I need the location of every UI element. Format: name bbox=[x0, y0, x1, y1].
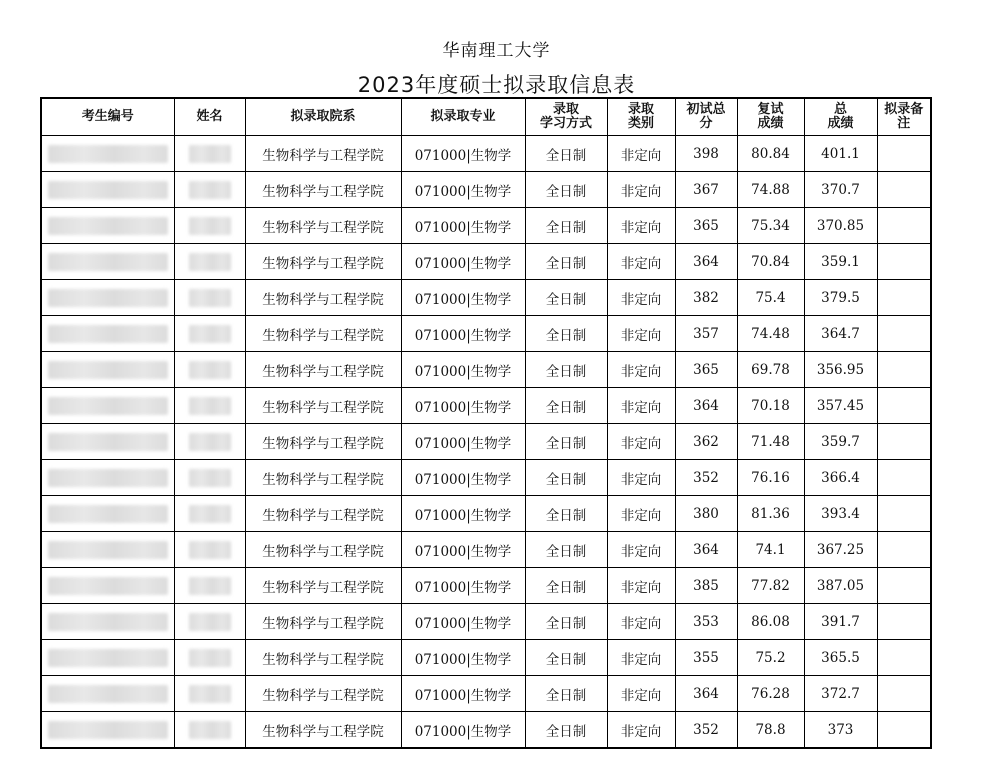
redacted-id-block bbox=[48, 469, 168, 487]
table-row bbox=[41, 136, 931, 172]
total-score-cell: 365.5 bbox=[804, 640, 877, 676]
study-mode-cell: 全日制 bbox=[525, 532, 607, 568]
total-score-cell: 387.05 bbox=[804, 568, 877, 604]
total-score-cell: 401.1 bbox=[804, 136, 877, 172]
col-retest-score-header: 复试 成绩 bbox=[737, 98, 804, 136]
initial-score-cell: 385 bbox=[675, 568, 737, 604]
table-row bbox=[41, 640, 931, 676]
name-cell bbox=[174, 316, 245, 352]
major-cell: 071000|生物学 bbox=[401, 568, 525, 604]
candidate-id-cell bbox=[41, 604, 174, 640]
name-cell bbox=[174, 244, 245, 280]
redacted-name-block bbox=[189, 361, 231, 379]
category-cell: 非定向 bbox=[607, 712, 675, 749]
note-cell bbox=[877, 208, 931, 244]
note-cell bbox=[877, 568, 931, 604]
redacted-id-block bbox=[48, 289, 168, 307]
category-cell: 非定向 bbox=[607, 460, 675, 496]
major-cell: 071000|生物学 bbox=[401, 352, 525, 388]
initial-score-cell: 352 bbox=[675, 712, 737, 749]
candidate-id-cell bbox=[41, 712, 174, 749]
admission-table bbox=[40, 97, 932, 749]
dept-cell: 生物科学与工程学院 bbox=[245, 424, 401, 460]
dept-cell: 生物科学与工程学院 bbox=[245, 136, 401, 172]
redacted-id-block bbox=[48, 649, 168, 667]
redacted-id-block bbox=[48, 433, 168, 451]
total-score-cell: 366.4 bbox=[804, 460, 877, 496]
redacted-id-block bbox=[48, 685, 168, 703]
table-row bbox=[41, 604, 931, 640]
total-score-cell: 393.4 bbox=[804, 496, 877, 532]
category-cell: 非定向 bbox=[607, 136, 675, 172]
redacted-id-block bbox=[48, 541, 168, 559]
major-cell: 071000|生物学 bbox=[401, 532, 525, 568]
initial-score-cell: 355 bbox=[675, 640, 737, 676]
name-cell bbox=[174, 640, 245, 676]
retest-score-cell: 74.48 bbox=[737, 316, 804, 352]
total-score-cell: 372.7 bbox=[804, 676, 877, 712]
note-cell bbox=[877, 604, 931, 640]
col-total-score-header: 总 成绩 bbox=[804, 98, 877, 136]
major-cell: 071000|生物学 bbox=[401, 208, 525, 244]
study-mode-cell: 全日制 bbox=[525, 712, 607, 749]
category-cell: 非定向 bbox=[607, 316, 675, 352]
retest-score-cell: 81.36 bbox=[737, 496, 804, 532]
initial-score-cell: 357 bbox=[675, 316, 737, 352]
study-mode-cell: 全日制 bbox=[525, 172, 607, 208]
study-mode-cell: 全日制 bbox=[525, 244, 607, 280]
major-cell: 071000|生物学 bbox=[401, 496, 525, 532]
table-row bbox=[41, 208, 931, 244]
table-row bbox=[41, 568, 931, 604]
candidate-id-cell bbox=[41, 136, 174, 172]
redacted-name-block bbox=[189, 181, 231, 199]
col-candidate-id-header: 考生编号 bbox=[41, 98, 174, 136]
candidate-id-cell bbox=[41, 532, 174, 568]
name-cell bbox=[174, 424, 245, 460]
initial-score-cell: 367 bbox=[675, 172, 737, 208]
note-cell bbox=[877, 352, 931, 388]
redacted-name-block bbox=[189, 289, 231, 307]
dept-cell: 生物科学与工程学院 bbox=[245, 532, 401, 568]
note-cell bbox=[877, 316, 931, 352]
col-initial-score-header: 初试总 分 bbox=[675, 98, 737, 136]
candidate-id-cell bbox=[41, 244, 174, 280]
category-cell: 非定向 bbox=[607, 496, 675, 532]
dept-cell: 生物科学与工程学院 bbox=[245, 604, 401, 640]
category-cell: 非定向 bbox=[607, 676, 675, 712]
table-row bbox=[41, 676, 931, 712]
name-cell bbox=[174, 208, 245, 244]
table-row bbox=[41, 424, 931, 460]
dept-cell: 生物科学与工程学院 bbox=[245, 712, 401, 749]
initial-score-cell: 380 bbox=[675, 496, 737, 532]
major-cell: 071000|生物学 bbox=[401, 280, 525, 316]
total-score-cell: 359.7 bbox=[804, 424, 877, 460]
retest-score-cell: 86.08 bbox=[737, 604, 804, 640]
dept-cell: 生物科学与工程学院 bbox=[245, 640, 401, 676]
dept-cell: 生物科学与工程学院 bbox=[245, 460, 401, 496]
dept-cell: 生物科学与工程学院 bbox=[245, 352, 401, 388]
retest-score-cell: 74.1 bbox=[737, 532, 804, 568]
table-header-row bbox=[41, 98, 931, 136]
redacted-id-block bbox=[48, 361, 168, 379]
redacted-name-block bbox=[189, 649, 231, 667]
name-cell bbox=[174, 388, 245, 424]
redacted-id-block bbox=[48, 325, 168, 343]
note-cell bbox=[877, 496, 931, 532]
retest-score-cell: 76.16 bbox=[737, 460, 804, 496]
redacted-name-block bbox=[189, 433, 231, 451]
name-cell bbox=[174, 352, 245, 388]
col-dept-header: 拟录取院系 bbox=[245, 98, 401, 136]
redacted-name-block bbox=[189, 541, 231, 559]
retest-score-cell: 70.84 bbox=[737, 244, 804, 280]
retest-score-cell: 75.4 bbox=[737, 280, 804, 316]
table-row bbox=[41, 352, 931, 388]
study-mode-cell: 全日制 bbox=[525, 388, 607, 424]
note-cell bbox=[877, 424, 931, 460]
total-score-cell: 391.7 bbox=[804, 604, 877, 640]
name-cell bbox=[174, 172, 245, 208]
major-cell: 071000|生物学 bbox=[401, 676, 525, 712]
category-cell: 非定向 bbox=[607, 352, 675, 388]
redacted-id-block bbox=[48, 253, 168, 271]
retest-score-cell: 70.18 bbox=[737, 388, 804, 424]
candidate-id-cell bbox=[41, 460, 174, 496]
study-mode-cell: 全日制 bbox=[525, 496, 607, 532]
study-mode-cell: 全日制 bbox=[525, 280, 607, 316]
dept-cell: 生物科学与工程学院 bbox=[245, 388, 401, 424]
initial-score-cell: 353 bbox=[675, 604, 737, 640]
retest-score-cell: 74.88 bbox=[737, 172, 804, 208]
study-mode-cell: 全日制 bbox=[525, 460, 607, 496]
redacted-name-block bbox=[189, 505, 231, 523]
document-title: 2023年度硕士拟录取信息表 bbox=[357, 73, 636, 97]
dept-cell: 生物科学与工程学院 bbox=[245, 172, 401, 208]
total-score-cell: 370.7 bbox=[804, 172, 877, 208]
initial-score-cell: 352 bbox=[675, 460, 737, 496]
study-mode-cell: 全日制 bbox=[525, 640, 607, 676]
dept-cell: 生物科学与工程学院 bbox=[245, 244, 401, 280]
table-row bbox=[41, 172, 931, 208]
dept-cell: 生物科学与工程学院 bbox=[245, 208, 401, 244]
redacted-id-block bbox=[48, 397, 168, 415]
major-cell: 071000|生物学 bbox=[401, 172, 525, 208]
redacted-name-block bbox=[189, 577, 231, 595]
note-cell bbox=[877, 676, 931, 712]
candidate-id-cell bbox=[41, 640, 174, 676]
table-row bbox=[41, 712, 931, 749]
category-cell: 非定向 bbox=[607, 604, 675, 640]
table-row bbox=[41, 496, 931, 532]
category-cell: 非定向 bbox=[607, 280, 675, 316]
total-score-cell: 373 bbox=[804, 712, 877, 749]
major-cell: 071000|生物学 bbox=[401, 712, 525, 749]
redacted-id-block bbox=[48, 613, 168, 631]
table-row bbox=[41, 532, 931, 568]
study-mode-cell: 全日制 bbox=[525, 604, 607, 640]
dept-cell: 生物科学与工程学院 bbox=[245, 676, 401, 712]
major-cell: 071000|生物学 bbox=[401, 640, 525, 676]
study-mode-cell: 全日制 bbox=[525, 208, 607, 244]
total-score-cell: 379.5 bbox=[804, 280, 877, 316]
dept-cell: 生物科学与工程学院 bbox=[245, 568, 401, 604]
total-score-cell: 364.7 bbox=[804, 316, 877, 352]
major-cell: 071000|生物学 bbox=[401, 244, 525, 280]
redacted-name-block bbox=[189, 469, 231, 487]
retest-score-cell: 76.28 bbox=[737, 676, 804, 712]
study-mode-cell: 全日制 bbox=[525, 568, 607, 604]
initial-score-cell: 365 bbox=[675, 208, 737, 244]
category-cell: 非定向 bbox=[607, 244, 675, 280]
dept-cell: 生物科学与工程学院 bbox=[245, 316, 401, 352]
category-cell: 非定向 bbox=[607, 640, 675, 676]
note-cell bbox=[877, 388, 931, 424]
redacted-name-block bbox=[189, 145, 231, 163]
col-major-header: 拟录取专业 bbox=[401, 98, 525, 136]
redacted-name-block bbox=[189, 685, 231, 703]
note-cell bbox=[877, 172, 931, 208]
initial-score-cell: 364 bbox=[675, 244, 737, 280]
university-name: 华南理工大学 bbox=[442, 41, 551, 61]
retest-score-cell: 78.8 bbox=[737, 712, 804, 749]
retest-score-cell: 77.82 bbox=[737, 568, 804, 604]
redacted-name-block bbox=[189, 397, 231, 415]
candidate-id-cell bbox=[41, 316, 174, 352]
major-cell: 071000|生物学 bbox=[401, 388, 525, 424]
table-row bbox=[41, 280, 931, 316]
category-cell: 非定向 bbox=[607, 172, 675, 208]
total-score-cell: 357.45 bbox=[804, 388, 877, 424]
note-cell bbox=[877, 712, 931, 749]
retest-score-cell: 71.48 bbox=[737, 424, 804, 460]
col-name-header: 姓名 bbox=[174, 98, 245, 136]
name-cell bbox=[174, 532, 245, 568]
col-study-mode-header: 录取 学习方式 bbox=[525, 98, 607, 136]
name-cell bbox=[174, 676, 245, 712]
note-cell bbox=[877, 244, 931, 280]
redacted-name-block bbox=[189, 217, 231, 235]
table-row bbox=[41, 388, 931, 424]
initial-score-cell: 364 bbox=[675, 532, 737, 568]
candidate-id-cell bbox=[41, 352, 174, 388]
col-category-header: 录取 类别 bbox=[607, 98, 675, 136]
candidate-id-cell bbox=[41, 172, 174, 208]
major-cell: 071000|生物学 bbox=[401, 604, 525, 640]
major-cell: 071000|生物学 bbox=[401, 316, 525, 352]
redacted-id-block bbox=[48, 217, 168, 235]
retest-score-cell: 75.34 bbox=[737, 208, 804, 244]
category-cell: 非定向 bbox=[607, 424, 675, 460]
note-cell bbox=[877, 640, 931, 676]
retest-score-cell: 75.2 bbox=[737, 640, 804, 676]
name-cell bbox=[174, 568, 245, 604]
note-cell bbox=[877, 136, 931, 172]
name-cell bbox=[174, 712, 245, 749]
category-cell: 非定向 bbox=[607, 568, 675, 604]
redacted-id-block bbox=[48, 721, 168, 739]
table-body bbox=[41, 136, 931, 749]
candidate-id-cell bbox=[41, 424, 174, 460]
initial-score-cell: 362 bbox=[675, 424, 737, 460]
major-cell: 071000|生物学 bbox=[401, 136, 525, 172]
dept-cell: 生物科学与工程学院 bbox=[245, 280, 401, 316]
dept-cell: 生物科学与工程学院 bbox=[245, 496, 401, 532]
name-cell bbox=[174, 604, 245, 640]
major-cell: 071000|生物学 bbox=[401, 424, 525, 460]
name-cell bbox=[174, 280, 245, 316]
redacted-id-block bbox=[48, 181, 168, 199]
initial-score-cell: 364 bbox=[675, 676, 737, 712]
name-cell bbox=[174, 460, 245, 496]
name-cell bbox=[174, 136, 245, 172]
table-row bbox=[41, 460, 931, 496]
note-cell bbox=[877, 280, 931, 316]
category-cell: 非定向 bbox=[607, 208, 675, 244]
table-row bbox=[41, 244, 931, 280]
category-cell: 非定向 bbox=[607, 388, 675, 424]
col-note-header: 拟录备 注 bbox=[877, 98, 931, 136]
redacted-name-block bbox=[189, 253, 231, 271]
major-cell: 071000|生物学 bbox=[401, 460, 525, 496]
redacted-id-block bbox=[48, 577, 168, 595]
note-cell bbox=[877, 532, 931, 568]
initial-score-cell: 364 bbox=[675, 388, 737, 424]
note-cell bbox=[877, 460, 931, 496]
initial-score-cell: 382 bbox=[675, 280, 737, 316]
candidate-id-cell bbox=[41, 496, 174, 532]
initial-score-cell: 398 bbox=[675, 136, 737, 172]
study-mode-cell: 全日制 bbox=[525, 352, 607, 388]
candidate-id-cell bbox=[41, 568, 174, 604]
total-score-cell: 370.85 bbox=[804, 208, 877, 244]
study-mode-cell: 全日制 bbox=[525, 424, 607, 460]
study-mode-cell: 全日制 bbox=[525, 136, 607, 172]
study-mode-cell: 全日制 bbox=[525, 676, 607, 712]
redacted-name-block bbox=[189, 325, 231, 343]
retest-score-cell: 80.84 bbox=[737, 136, 804, 172]
table-row bbox=[41, 316, 931, 352]
total-score-cell: 356.95 bbox=[804, 352, 877, 388]
name-cell bbox=[174, 496, 245, 532]
candidate-id-cell bbox=[41, 388, 174, 424]
initial-score-cell: 365 bbox=[675, 352, 737, 388]
candidate-id-cell bbox=[41, 676, 174, 712]
total-score-cell: 367.25 bbox=[804, 532, 877, 568]
category-cell: 非定向 bbox=[607, 532, 675, 568]
redacted-name-block bbox=[189, 613, 231, 631]
candidate-id-cell bbox=[41, 208, 174, 244]
redacted-id-block bbox=[48, 505, 168, 523]
retest-score-cell: 69.78 bbox=[737, 352, 804, 388]
candidate-id-cell bbox=[41, 280, 174, 316]
total-score-cell: 359.1 bbox=[804, 244, 877, 280]
redacted-name-block bbox=[189, 721, 231, 739]
study-mode-cell: 全日制 bbox=[525, 316, 607, 352]
redacted-id-block bbox=[48, 145, 168, 163]
